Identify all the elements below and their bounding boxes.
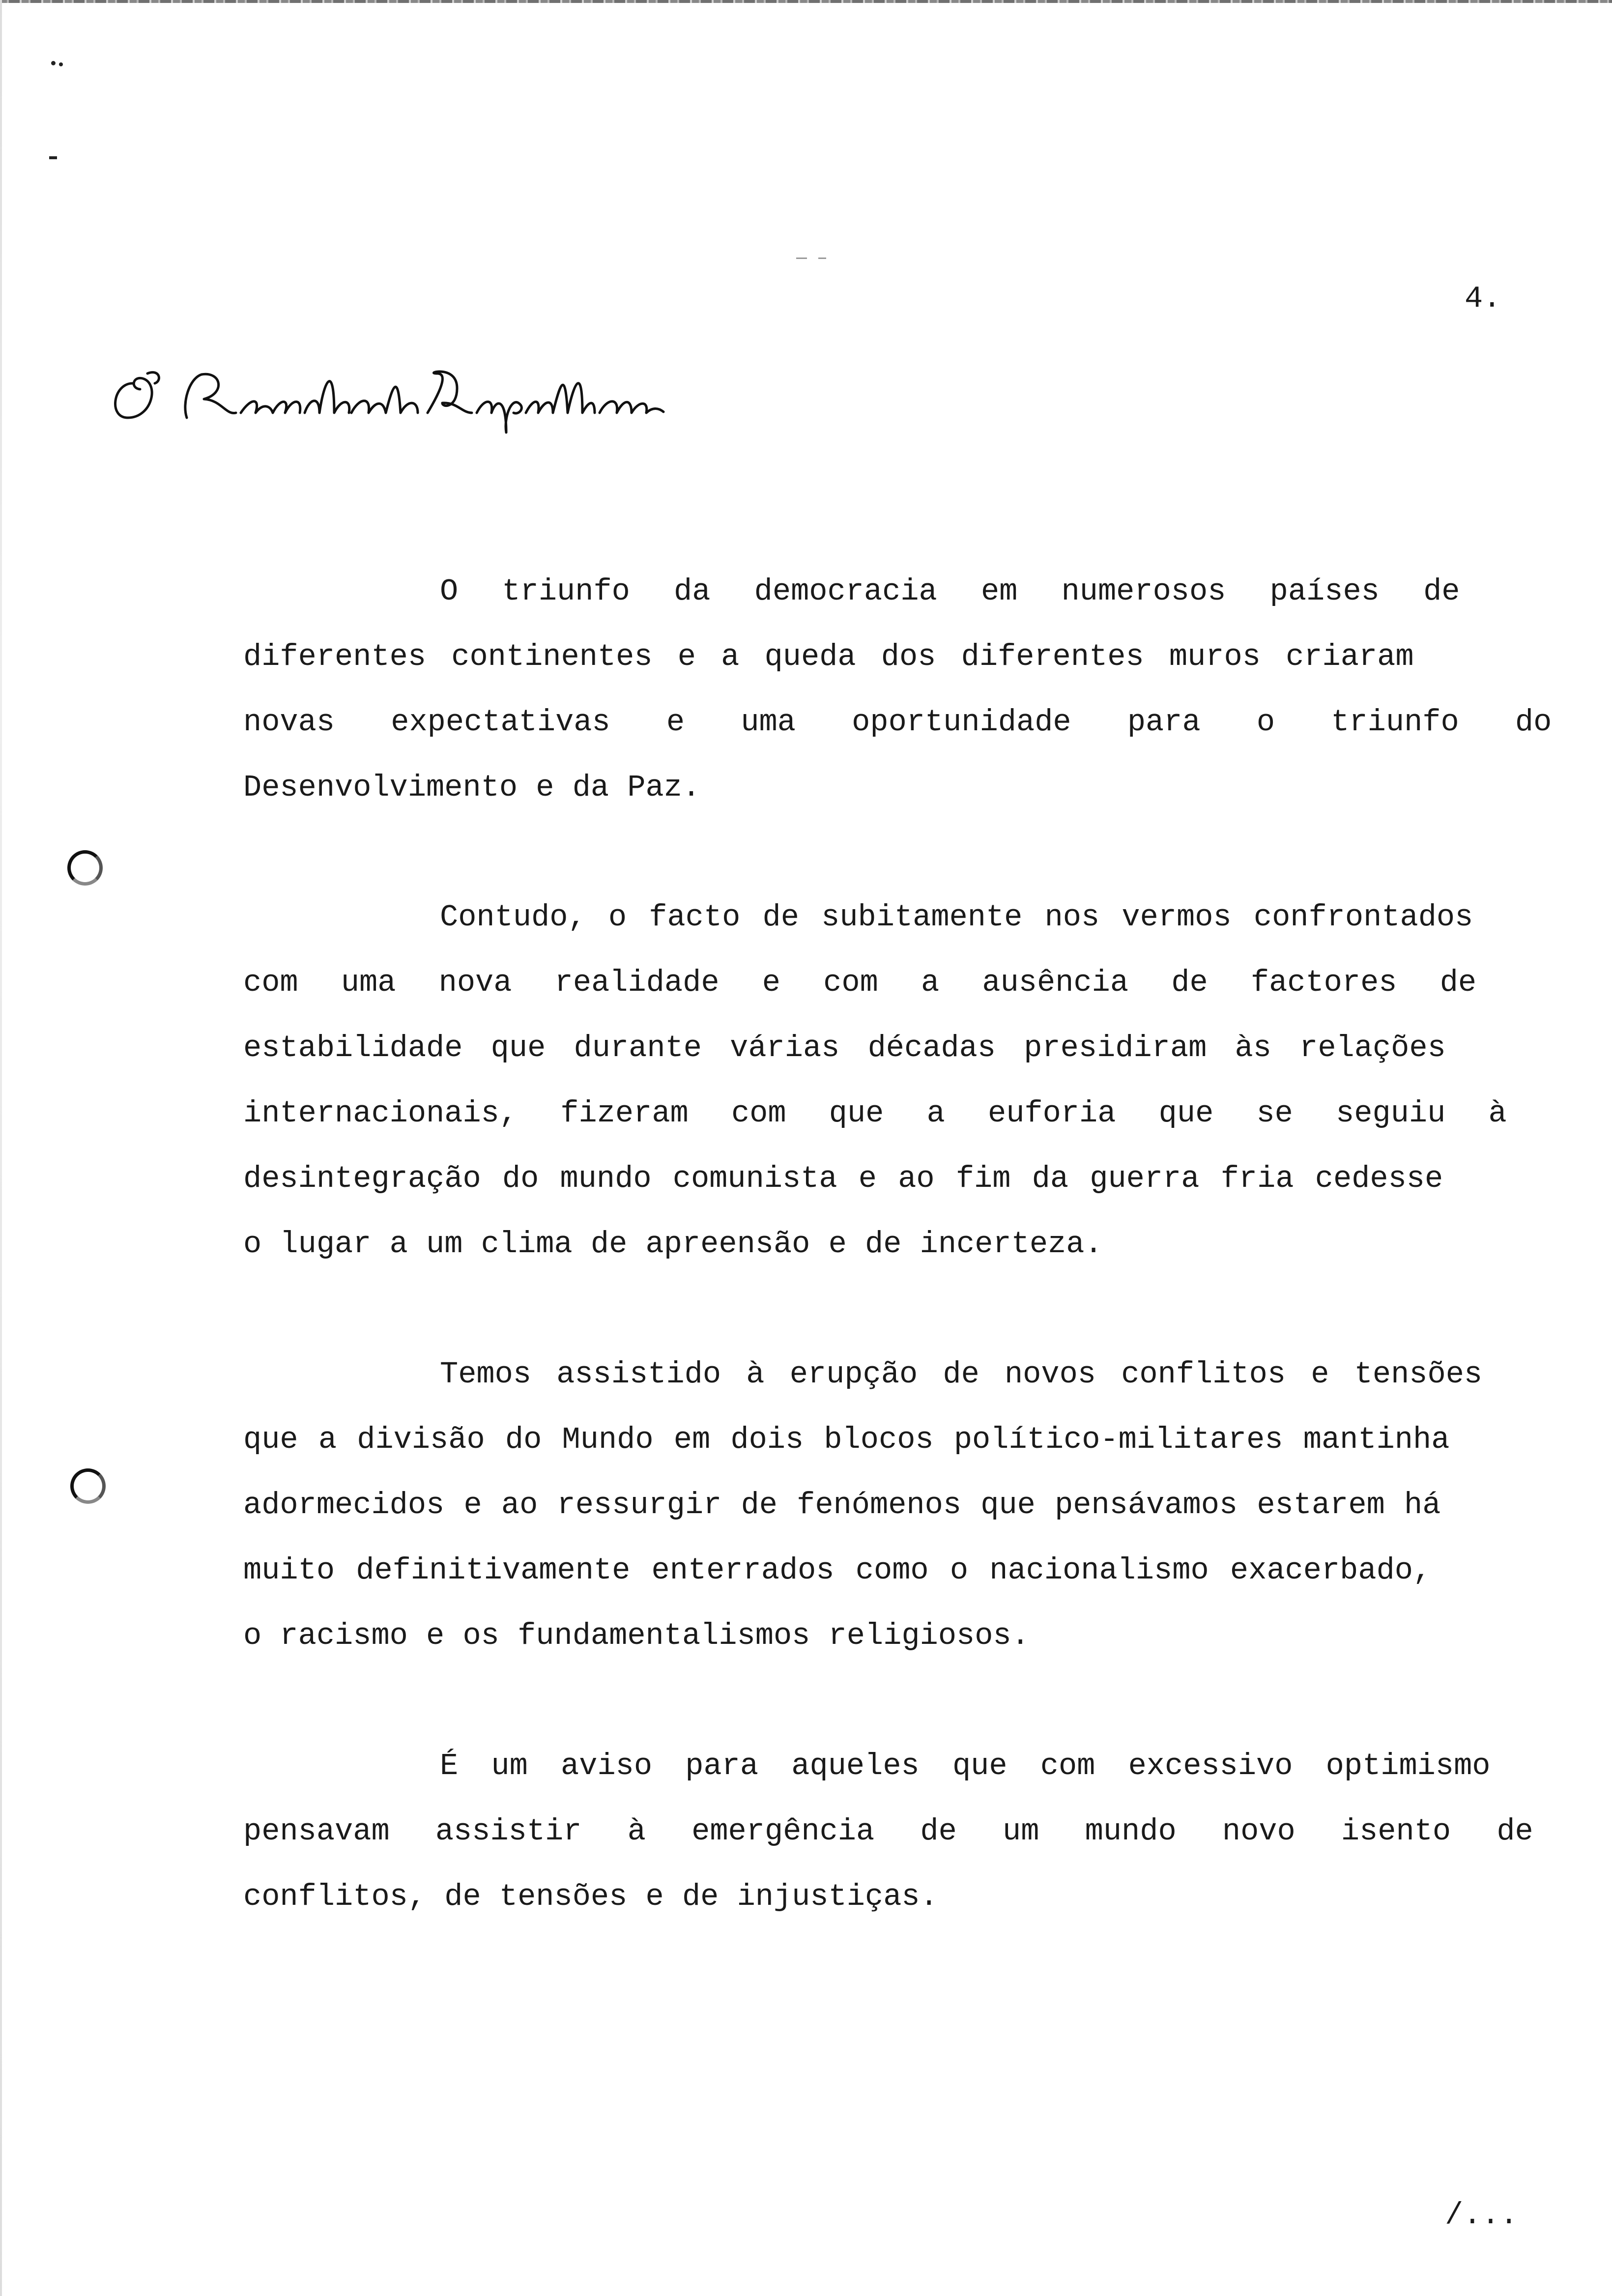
line-text: com uma nova realidade e com a ausência de factores de: [243, 965, 1477, 1000]
text-line: [243, 624, 1521, 689]
text-line: [243, 1342, 1521, 1407]
text-line: [243, 689, 1552, 755]
text-line: [243, 885, 1521, 950]
text-line: [243, 1015, 1521, 1081]
line-text: o racismo e os fundamentalismos religiosos.: [243, 1618, 1030, 1653]
paragraph-1: [243, 559, 1552, 820]
punch-hole-upper: [67, 850, 103, 886]
text-line: [243, 1864, 1521, 1929]
text-line: [243, 1733, 1521, 1799]
line-text: conflitos, de tensões e de injustiças.: [243, 1879, 938, 1914]
line-text: Temos assistido à erupção de novos conflitos e tensões: [440, 1357, 1483, 1392]
text-line: [243, 1211, 1521, 1277]
line-text: diferentes continentes e a queda dos diferentes muros criaram: [243, 639, 1414, 674]
paragraph-2: [243, 885, 1521, 1277]
text-line: [243, 1081, 1521, 1146]
scan-mark: [796, 258, 807, 259]
line-text: Desenvolvimento e da Paz.: [243, 770, 701, 805]
scan-speck: [59, 62, 63, 66]
punch-hole-lower: [70, 1468, 106, 1504]
text-line: [243, 950, 1521, 1015]
line-text: Contudo, o facto de subitamente nos vermos confrontados: [440, 900, 1473, 935]
scan-mark: [49, 156, 57, 159]
text-line: [243, 1603, 1521, 1668]
text-line: [243, 1799, 1533, 1864]
text-line: [243, 1472, 1521, 1538]
line-text: estabilidade que durante várias décadas presidiram às relações: [243, 1031, 1446, 1065]
line-text: adormecidos e ao ressurgir de fenómenos que pensávamos estarem há: [243, 1488, 1441, 1522]
line-text: pensavam assistir à emergência de um mundo novo isento de: [243, 1814, 1533, 1849]
text-line: [243, 1146, 1521, 1211]
scan-speck: [51, 61, 56, 65]
line-text: internacionais, fizeram com que a euforia que se seguiu à: [243, 1096, 1507, 1131]
line-text: desintegração do mundo comunista e ao fim da guerra fria cedesse: [243, 1161, 1443, 1196]
text-line: [243, 1407, 1521, 1472]
text-line: [243, 559, 1521, 624]
line-text: O triunfo da democracia em numerosos países de: [440, 574, 1460, 609]
text-line: [243, 755, 1521, 820]
scan-mark: [818, 258, 826, 259]
paragraph-4: [243, 1733, 1533, 1929]
continuation-mark: /...: [1445, 2198, 1518, 2233]
line-text: o lugar a um clima de apreensão e de incerteza.: [243, 1227, 1103, 1262]
paragraph-3: [243, 1342, 1521, 1668]
line-text: É um aviso para aqueles que com excessivo optimismo: [440, 1749, 1491, 1783]
page-number: 4.: [1465, 281, 1501, 316]
line-text: que a divisão do Mundo em dois blocos político-militares mantinha: [243, 1422, 1450, 1457]
text-line: [243, 1538, 1521, 1603]
scan-left-edge: [0, 0, 2, 2296]
letterhead-script: [103, 344, 693, 437]
line-text: muito definitivamente enterrados como o nacionalismo exacerbado,: [243, 1553, 1432, 1588]
line-text: novas expectativas e uma oportunidade para o triunfo do: [243, 705, 1552, 740]
scan-top-edge: [0, 0, 1612, 3]
